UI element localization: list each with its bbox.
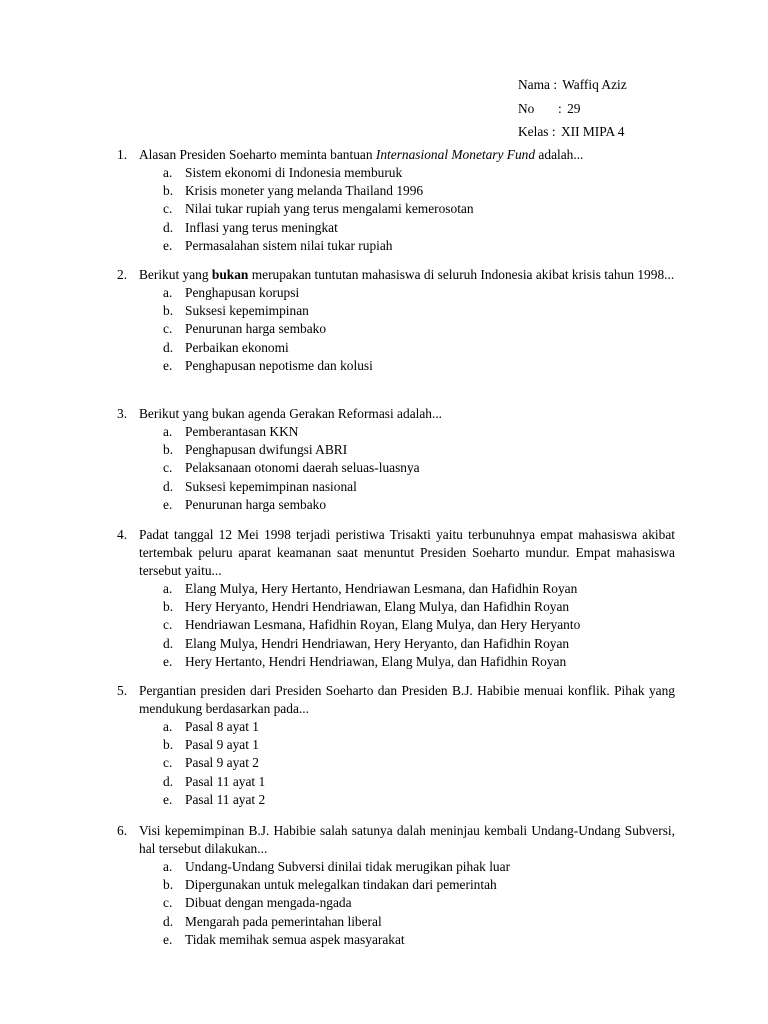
answer-option-text: Sistem ekonomi di Indonesia memburuk xyxy=(185,165,403,180)
answer-option-letter: c. xyxy=(163,895,173,911)
answer-option-text: Suksesi kepemimpinan xyxy=(185,303,309,319)
answer-option-text: Perbaikan ekonomi xyxy=(185,339,289,355)
answer-option-letter: b. xyxy=(163,737,174,753)
answer-option-letter: e. xyxy=(163,237,173,253)
answer-option-letter: a. xyxy=(163,165,173,180)
answer-option-letter: b. xyxy=(163,599,174,615)
answer-option-letter: e. xyxy=(163,496,173,512)
answer-option-text: Penurunan harga sembako xyxy=(185,321,327,337)
question-number: 2. xyxy=(117,267,128,282)
answer-option-text: Penghapusan korupsi xyxy=(185,285,300,300)
answer-option-letter: c. xyxy=(163,755,173,771)
answer-option xyxy=(117,164,675,182)
answer-option-letter: c. xyxy=(163,201,173,217)
answer-option xyxy=(117,459,675,477)
no-separator: : xyxy=(558,101,562,116)
question xyxy=(117,146,675,255)
answer-option xyxy=(117,357,675,375)
answer-option-text: Pasal 11 ayat 1 xyxy=(185,773,266,789)
question-text xyxy=(139,405,675,423)
question xyxy=(117,682,675,809)
question-text xyxy=(139,266,675,284)
answer-option-text: Hendriawan Lesmana, Hafidhin Royan, Elang Mulya, dan Hery Heryanto xyxy=(185,617,581,633)
answer-option-text: Pasal 9 ayat 2 xyxy=(185,755,260,771)
answer-option-text: Inflasi yang terus meningkat xyxy=(185,219,338,235)
answer-option xyxy=(117,931,675,949)
answer-option-letter: a. xyxy=(163,285,173,300)
answer-option-text: Dipergunakan untuk melegalkan tindakan dari pemerintah xyxy=(185,877,497,893)
question-text-segment: merupakan tuntutan mahasiswa di seluruh Indonesia akibat krisis tahun 1998... xyxy=(248,267,675,282)
question-text-segment: adalah... xyxy=(535,147,584,162)
answer-option xyxy=(117,320,675,338)
answer-option xyxy=(117,616,675,634)
answer-option-text: Hery Heryanto, Hendri Hendriawan, Elang Mulya, dan Hafidhin Royan xyxy=(185,599,570,615)
answer-option-letter: b. xyxy=(163,303,174,319)
question-text-segment: Internasional Monetary Fund xyxy=(375,147,536,162)
answer-option-text: Tidak memihak semua aspek masyarakat xyxy=(185,931,405,947)
option-list xyxy=(117,580,675,671)
kelas-value: XII MIPA 4 xyxy=(560,124,625,139)
answer-option xyxy=(117,718,675,736)
answer-option-letter: e. xyxy=(163,931,173,947)
answer-option xyxy=(117,284,675,302)
answer-option xyxy=(117,791,675,809)
answer-option xyxy=(117,219,675,237)
answer-option-text: Penghapusan nepotisme dan kolusi xyxy=(185,357,373,373)
answer-option-letter: c. xyxy=(163,617,173,633)
header-nama xyxy=(518,76,627,94)
answer-option xyxy=(117,441,675,459)
answer-option-text: Permasalahan sistem nilai tukar rupiah xyxy=(185,237,393,253)
answer-option-letter: c. xyxy=(163,321,173,337)
option-list xyxy=(117,164,675,255)
question xyxy=(117,526,675,671)
question-number: 4. xyxy=(117,527,128,542)
no-value: 29 xyxy=(567,101,581,116)
question-text xyxy=(139,526,675,580)
question-text-segment: bukan xyxy=(211,267,249,282)
answer-option xyxy=(117,913,675,931)
answer-option-letter: a. xyxy=(163,719,173,734)
answer-option-text: Pasal 9 ayat 1 xyxy=(185,737,260,753)
answer-option xyxy=(117,754,675,772)
answer-option xyxy=(117,182,675,200)
answer-option xyxy=(117,237,675,255)
nama-separator: : xyxy=(553,77,558,92)
question-text xyxy=(139,682,675,718)
option-list xyxy=(117,858,675,949)
question-text-segment: Padat tanggal 12 Mei 1998 terjadi peristiwa Trisakti yaitu terbunuhnya empat mahasiswa akibat tertembak peluru aparat keamanan saat menuntut Presiden Soeharto mundur. Empat mahasiswa tersebut yaitu... xyxy=(139,527,675,578)
answer-option-letter: a. xyxy=(163,581,173,596)
question-text-segment: Berikut yang bukan agenda Gerakan Reformasi adalah... xyxy=(139,406,443,421)
kelas-separator: : xyxy=(551,124,556,139)
question-number: 1. xyxy=(117,147,128,162)
question-text xyxy=(139,146,675,164)
option-list xyxy=(117,423,675,514)
question xyxy=(117,405,675,514)
nama-label: Nama xyxy=(518,77,550,92)
answer-option xyxy=(117,339,675,357)
answer-option xyxy=(117,200,675,218)
answer-option-letter: e. xyxy=(163,357,173,373)
answer-option-letter: b. xyxy=(163,442,174,458)
answer-option-letter: e. xyxy=(163,653,173,669)
header-no xyxy=(518,100,580,118)
answer-option-letter: a. xyxy=(163,859,173,874)
kelas-label: Kelas xyxy=(518,124,549,139)
answer-option xyxy=(117,653,675,671)
question-text-segment: Alasan Presiden Soeharto meminta bantuan xyxy=(139,147,376,162)
answer-option-letter: d. xyxy=(163,219,174,235)
answer-option-text: Penghapusan dwifungsi ABRI xyxy=(185,442,348,458)
question xyxy=(117,266,675,375)
answer-option-letter: c. xyxy=(163,460,173,476)
question xyxy=(117,822,675,949)
question-number: 5. xyxy=(117,683,128,698)
answer-option-text: Suksesi kepemimpinan nasional xyxy=(185,478,357,494)
answer-option-letter: d. xyxy=(163,913,174,929)
answer-option xyxy=(117,478,675,496)
answer-option-letter: b. xyxy=(163,877,174,893)
answer-option-letter: d. xyxy=(163,635,174,651)
answer-option-text: Pelaksanaan otonomi daerah seluas-luasnya xyxy=(185,460,420,476)
answer-option-letter: a. xyxy=(163,424,173,439)
question-number: 3. xyxy=(117,406,128,421)
answer-option xyxy=(117,302,675,320)
answer-option xyxy=(117,773,675,791)
answer-option-text: Undang-Undang Subversi dinilai tidak merugikan pihak luar xyxy=(185,859,511,874)
answer-option-text: Elang Mulya, Hery Hertanto, Hendriawan Lesmana, dan Hafidhin Royan xyxy=(185,581,578,596)
answer-option-text: Pasal 11 ayat 2 xyxy=(185,791,266,807)
answer-option-letter: d. xyxy=(163,339,174,355)
answer-option-text: Nilai tukar rupiah yang terus mengalami kemerosotan xyxy=(185,201,474,217)
option-list xyxy=(117,718,675,809)
answer-option-text: Krisis moneter yang melanda Thailand 1996 xyxy=(185,183,424,199)
answer-option xyxy=(117,876,675,894)
answer-option-text: Elang Mulya, Hendri Hendriawan, Hery Heryanto, dan Hafidhin Royan xyxy=(185,635,570,651)
question-text-segment: Visi kepemimpinan B.J. Habibie salah satunya dalah meninjau kembali Undang-Undang Subversi, hal tersebut dilakukan... xyxy=(139,823,675,856)
question-text-segment: Berikut yang xyxy=(139,267,212,282)
header-kelas xyxy=(518,123,624,141)
answer-option xyxy=(117,635,675,653)
answer-option xyxy=(117,423,675,441)
answer-option-letter: b. xyxy=(163,183,174,199)
answer-option-text: Pemberantasan KKN xyxy=(185,424,299,439)
option-list xyxy=(117,284,675,375)
answer-option-letter: e. xyxy=(163,791,173,807)
answer-option xyxy=(117,580,675,598)
nama-value: Waffiq Aziz xyxy=(562,77,627,92)
answer-option xyxy=(117,858,675,876)
answer-option-text: Mengarah pada pemerintahan liberal xyxy=(185,913,382,929)
answer-option xyxy=(117,598,675,616)
answer-option-text: Hery Hertanto, Hendri Hendriawan, Elang Mulya, dan Hafidhin Royan xyxy=(185,653,567,669)
answer-option-text: Penurunan harga sembako xyxy=(185,496,327,512)
answer-option xyxy=(117,496,675,514)
answer-option-text: Dibuat dengan mengada-ngada xyxy=(185,895,352,911)
answer-option-text: Pasal 8 ayat 1 xyxy=(185,719,260,734)
question-text-segment: Pergantian presiden dari Presiden Soeharto dan Presiden B.J. Habibie menuai konflik. Pihak yang mendukung berdasarkan pada... xyxy=(139,683,675,716)
answer-option xyxy=(117,736,675,754)
question-number: 6. xyxy=(117,823,128,838)
answer-option-letter: d. xyxy=(163,773,174,789)
answer-option xyxy=(117,894,675,912)
answer-option-letter: d. xyxy=(163,478,174,494)
question-text xyxy=(139,822,675,858)
no-label: No xyxy=(518,101,535,116)
